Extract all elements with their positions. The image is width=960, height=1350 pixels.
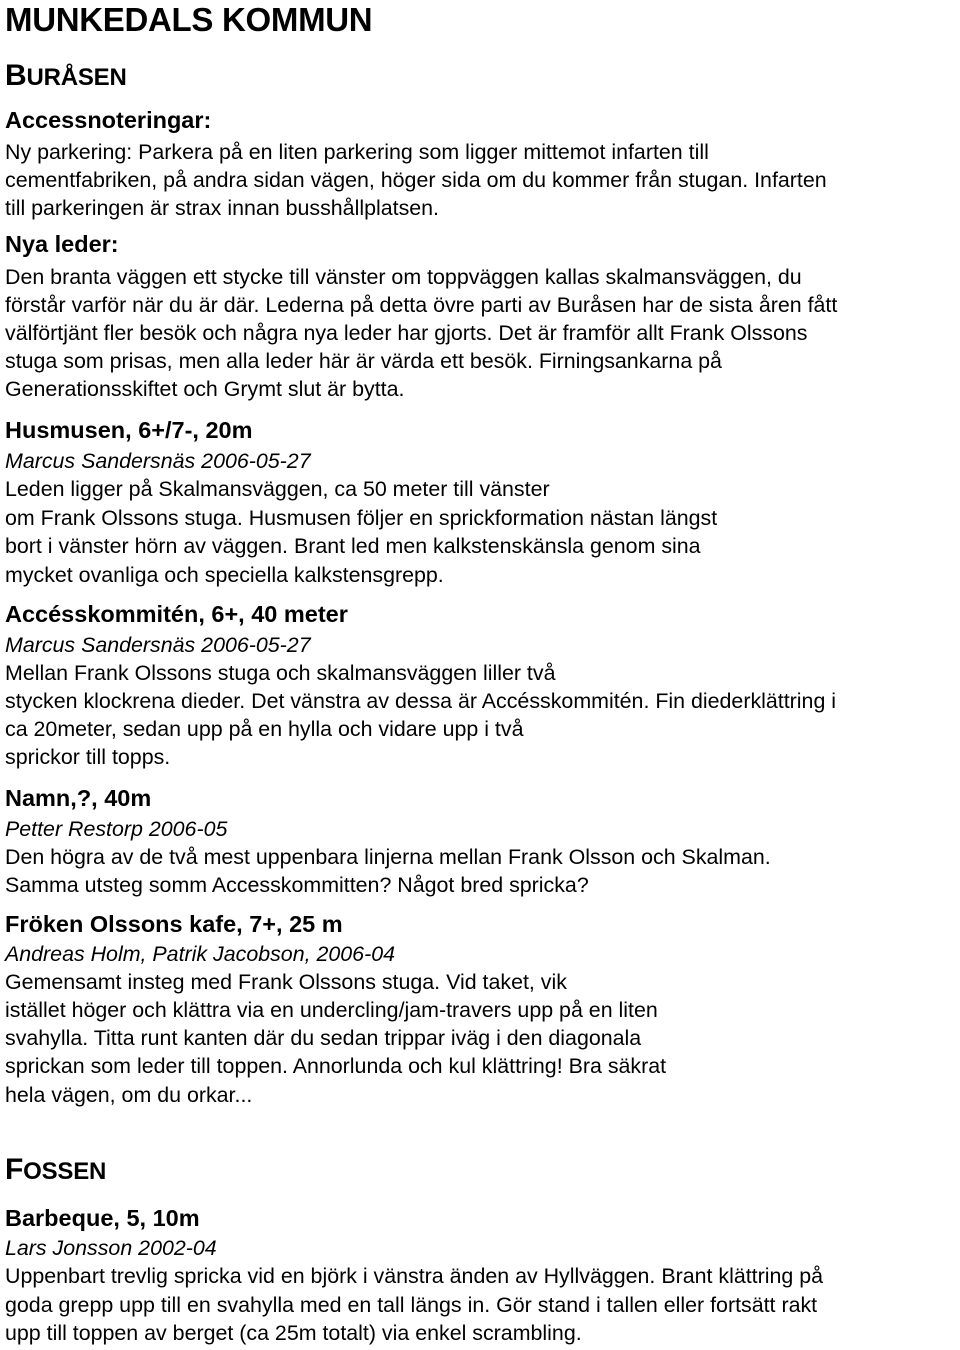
route-description-line: goda grepp upp till en svahylla med en tall längs in. Gör stand i tallen eller fortsätt rakt [5, 1293, 818, 1317]
route-description-line: stycken klockrena dieder. Det vänstra av dessa är Accésskommitén. Fin diederklättring i [5, 689, 837, 713]
route-description-line: Mellan Frank Olssons stuga och skalmansväggen liller två [5, 661, 556, 685]
route-description-line: upp till toppen av berget (ca 25m totalt) via enkel scrambling. [5, 1321, 582, 1345]
section-heading-initial: B [5, 59, 27, 92]
route-description-line: sprickan som leder till toppen. Annorlunda och kul klättring! Bra säkrat [5, 1054, 667, 1078]
access-notes-line: till parkeringen är strax innan busshållplatsen. [5, 196, 439, 220]
route-title: Barbeque, 5, 10m [5, 1205, 200, 1231]
route-description-line: istället höger och klättra via en undercling/jam-travers upp på en liten [5, 998, 658, 1022]
route-description-line: om Frank Olssons stuga. Husmusen följer en sprickformation nästan längst [5, 506, 718, 530]
new-routes-line: förstår varför när du är där. Lederna på detta övre parti av Buråsen har de sista åren fått [5, 293, 838, 317]
route-author: Petter Restorp 2006-05 [5, 817, 228, 841]
document-title: MUNKEDALS KOMMUN [5, 1, 373, 38]
route-author: Andreas Holm, Patrik Jacobson, 2006-04 [5, 942, 395, 966]
new-routes-line: Den branta väggen ett stycke till vänster om toppväggen kallas skalmansväggen, du [5, 265, 802, 289]
route-description-line: Leden ligger på Skalmansväggen, ca 50 meter till vänster [5, 477, 550, 501]
new-routes-heading: Nya leder: [5, 231, 119, 257]
new-routes-line: Generationsskiftet och Grymt slut är bytta. [5, 377, 405, 401]
new-routes-line: välförtjänt fler besök och några nya leder har gjorts. Det är framför allt Frank Olssons [5, 321, 808, 345]
section-heading-fossen [5, 1152, 106, 1190]
section-heading-initial: F [5, 1153, 24, 1186]
route-title: Accésskommitén, 6+, 40 meter [5, 601, 348, 627]
route-title: Husmusen, 6+/7-, 20m [5, 417, 253, 443]
route-title: Fröken Olssons kafe, 7+, 25 m [5, 911, 343, 937]
route-description-line: Samma utsteg somm Accesskommitten? Något bred spricka? [5, 873, 589, 897]
route-description-line: bort i vänster hörn av väggen. Brant led men kalkstenskänsla genom sina [5, 534, 701, 558]
route-description-line: sprickor till topps. [5, 745, 171, 769]
new-routes-line: stuga som prisas, men alla leder här är värda ett besök. Firningsankarna på [5, 349, 722, 373]
route-author: Lars Jonsson 2002-04 [5, 1236, 217, 1260]
access-notes-heading: Accessnoteringar: [5, 107, 212, 133]
route-description-line: Gemensamt insteg med Frank Olssons stuga. Vid taket, vik [5, 970, 567, 994]
section-heading-rest: OSSEN [23, 1158, 107, 1185]
route-title: Namn,?, 40m [5, 785, 152, 811]
route-description-line: svahylla. Titta runt kanten där du sedan trippar iväg i den diagonala [5, 1026, 642, 1050]
route-description-line: Uppenbart trevlig spricka vid en björk i vänstra änden av Hyllväggen. Brant klättring på [5, 1264, 824, 1288]
access-notes-line: cementfabriken, på andra sidan vägen, höger sida om du kommer från stugan. Infarten [5, 168, 827, 192]
access-notes-line: Ny parkering: Parkera på en liten parkering som ligger mittemot infarten till [5, 140, 709, 164]
section-heading-rest: URÅSEN [26, 64, 127, 91]
route-description-line: mycket ovanliga och speciella kalkstensgrepp. [5, 563, 444, 587]
route-author: Marcus Sandersnäs 2006-05-27 [5, 449, 311, 473]
section-heading-burasen [5, 58, 127, 96]
route-author: Marcus Sandersnäs 2006-05-27 [5, 633, 311, 657]
route-description-line: Den högra av de två mest uppenbara linjerna mellan Frank Olsson och Skalman. [5, 845, 771, 869]
route-description-line: ca 20meter, sedan upp på en hylla och vidare upp i två [5, 717, 524, 741]
route-description-line: hela vägen, om du orkar... [5, 1083, 253, 1107]
